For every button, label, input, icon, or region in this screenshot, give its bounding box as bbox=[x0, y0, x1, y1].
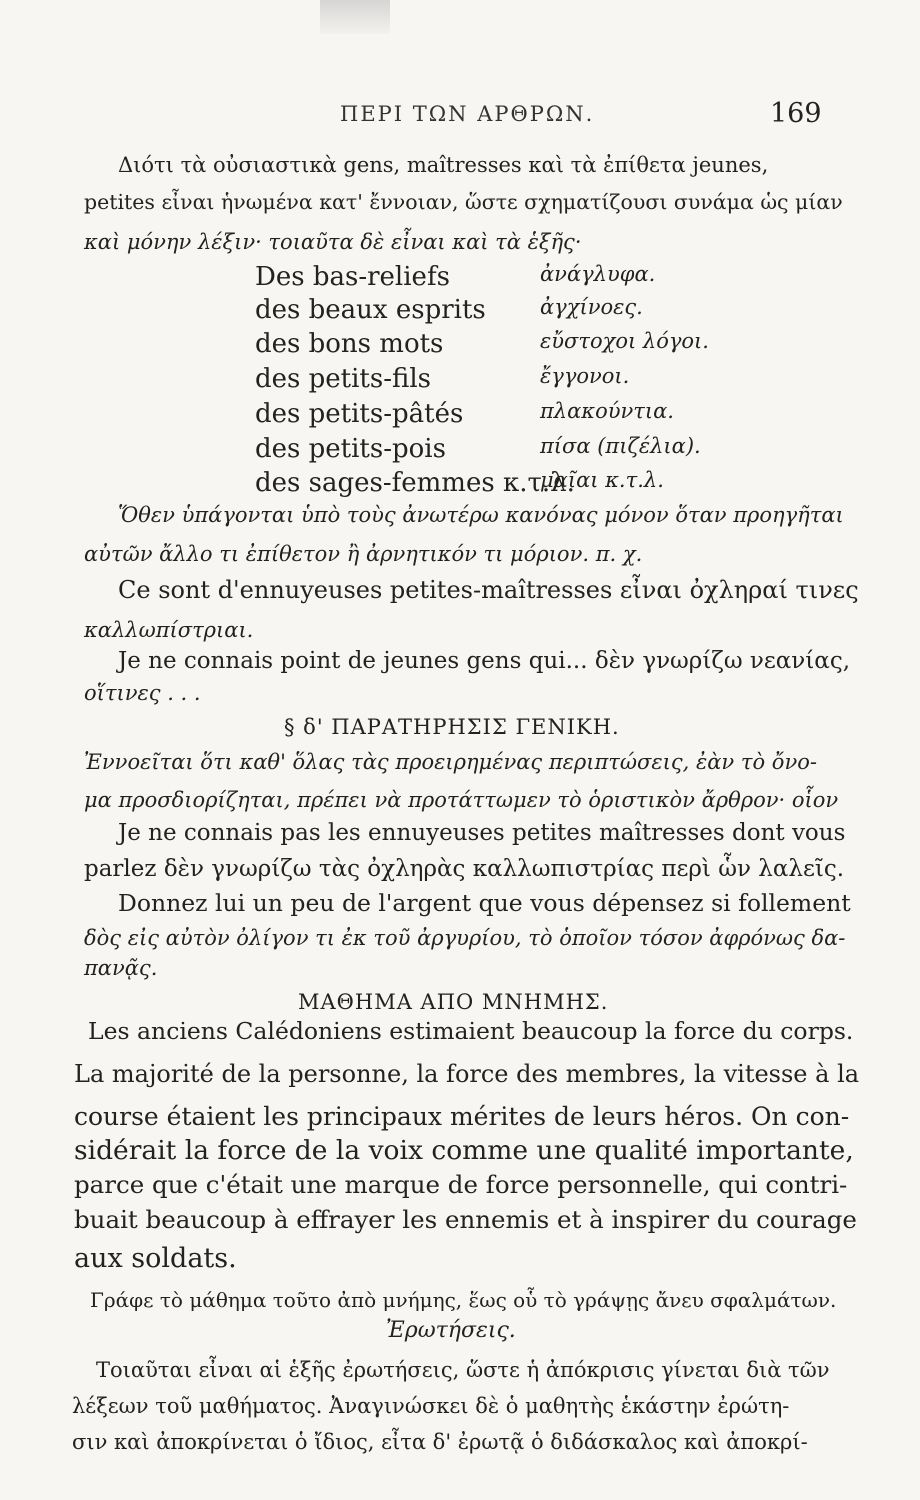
section-heading: § δ' ΠΑΡΑΤΗΡΗΣΙΣ ΓΕΝΙΚΗ. bbox=[284, 715, 620, 739]
greek-term: εὔστοχοι λόγοι. bbox=[540, 329, 709, 353]
french-term: des beaux esprits bbox=[255, 295, 486, 325]
example-line-2: καλλωπίστριαι. bbox=[84, 618, 254, 642]
lesson-line-7: aux soldats. bbox=[74, 1243, 237, 1274]
questions-line-1: Τοιαῦται εἶναι αἱ ἑξῆς ἐρωτήσεις, ὥστε ἡ ἀπόκρισις γίνεται διὰ τῶν bbox=[96, 1358, 830, 1382]
greek-term: πλακούντια. bbox=[540, 399, 674, 423]
questions-line-2: λέξεων τοῦ μαθήματος. Ἀναγινώσκει δὲ ὁ μαθητὴς ἑκάστην ἐρώτη- bbox=[72, 1394, 790, 1418]
example-line-3: Je ne connais point de jeunes gens qui... δὲν γνωρίζω νεανίας, bbox=[118, 648, 851, 674]
french-term: des bons mots bbox=[255, 329, 444, 359]
lesson-line-1: Les anciens Calédoniens estimaient beaucoup la force du corps. bbox=[88, 1017, 854, 1045]
greek-term: πίσα (πιζέλια). bbox=[540, 434, 701, 458]
greek-term: ἔγγονοι. bbox=[540, 364, 630, 388]
running-head: ΠΕΡΙ ΤΩΝ ΑΡΘΡΩΝ. bbox=[340, 102, 595, 126]
rule-line-2: αὐτῶν ἄλλο τι ἐπίθετον ἢ ἀρνητικόν τι μόριον. π. χ. bbox=[84, 542, 643, 566]
greek-term: ἀνάγλυφα. bbox=[540, 262, 656, 286]
lesson-heading: ΜΑΘΗΜΑ ΑΠΟ ΜΝΗΜΗΣ. bbox=[298, 990, 609, 1014]
section-line-5: Donnez lui un peu de l'argent que vous dépensez si follement bbox=[118, 889, 851, 917]
intro-line-1: Διότι τὰ οὐσιαστικὰ gens, maîtresses καὶ τὰ ἐπίθετα jeunes, bbox=[118, 153, 769, 177]
page-number: 169 bbox=[770, 98, 822, 129]
lesson-line-4: sidérait la force de la voix comme une qualité importante, bbox=[74, 1135, 854, 1166]
example-line-4: οἵτινες . . . bbox=[84, 681, 201, 705]
lesson-line-5: parce que c'était une marque de force personnelle, qui contri- bbox=[74, 1170, 848, 1199]
intro-line-2: petites εἶναι ἡνωμένα κατ' ἔννοιαν, ὥστε σχηματίζουσι συνάμα ὡς μίαν bbox=[84, 190, 843, 214]
questions-heading: Ἐρωτήσεις. bbox=[386, 1318, 516, 1343]
instruction-line: Γράφε τὸ μάθημα τοῦτο ἀπὸ μνήμης, ἕως οὗ τὸ γράψῃς ἄνευ σφαλμάτων. bbox=[90, 1288, 837, 1312]
section-line-3: Je ne connais pas les ennuyeuses petites maîtresses dont vous bbox=[118, 820, 846, 846]
section-line-7: πανᾷς. bbox=[84, 956, 158, 980]
greek-term: μαῖαι κ.τ.λ. bbox=[540, 468, 664, 492]
french-term: des petits-pois bbox=[255, 434, 446, 464]
intro-line-3: καὶ μόνην λέξιν· τοιαῦτα δὲ εἶναι καὶ τὰ ἑξῆς· bbox=[84, 230, 582, 254]
questions-line-3: σιν καὶ ἀποκρίνεται ὁ ἴδιος, εἶτα δ' ἐρωτᾷ ὁ διδάσκαλος καὶ ἀποκρί- bbox=[72, 1430, 808, 1454]
rule-line-1: Ὅθεν ὑπάγονται ὑπὸ τοὺς ἀνωτέρω κανόνας μόνον ὅταν προηγῆται bbox=[118, 503, 844, 527]
lesson-line-3: course étaient les principaux mérites de leurs héros. On con- bbox=[74, 1102, 850, 1131]
page-header bbox=[0, 98, 920, 132]
section-line-4: parlez δὲν γνωρίζω τὰς ὀχληρὰς καλλωπιστρίας περὶ ὧν λαλεῖς. bbox=[84, 856, 845, 882]
section-line-1: Ἐννοεῖται ὅτι καθ' ὅλας τὰς προειρημένας περιπτώσεις, ἐὰν τὸ ὄνο- bbox=[84, 750, 817, 774]
section-line-6: δὸς εἰς αὐτὸν ὀλίγον τι ἐκ τοῦ ἀργυρίου, τὸ ὁποῖον τόσον ἀφρόνως δα- bbox=[84, 926, 846, 950]
french-term: des petits-fils bbox=[255, 364, 432, 394]
french-term: des sages-femmes κ.τ.λ. bbox=[255, 468, 575, 498]
example-line-1: Ce sont d'ennuyeuses petites-maîtresses εἶναι ὀχληραί τινες bbox=[118, 576, 859, 604]
french-term: Des bas-reliefs bbox=[255, 262, 450, 292]
lesson-line-2: La majorité de la personne, la force des membres, la vitesse à la bbox=[74, 1060, 860, 1088]
lesson-line-6: buait beaucoup à effrayer les ennemis et à inspirer du courage bbox=[74, 1205, 857, 1234]
section-line-2: μα προσδιορίζηται, πρέπει νὰ προτάττωμεν τὸ ὁριστικὸν ἄρθρον· οἷον bbox=[84, 788, 839, 812]
french-term: des petits-pâtés bbox=[255, 399, 464, 429]
greek-term: ἀγχίνοες. bbox=[540, 295, 643, 319]
scan-smudge bbox=[320, 0, 390, 34]
